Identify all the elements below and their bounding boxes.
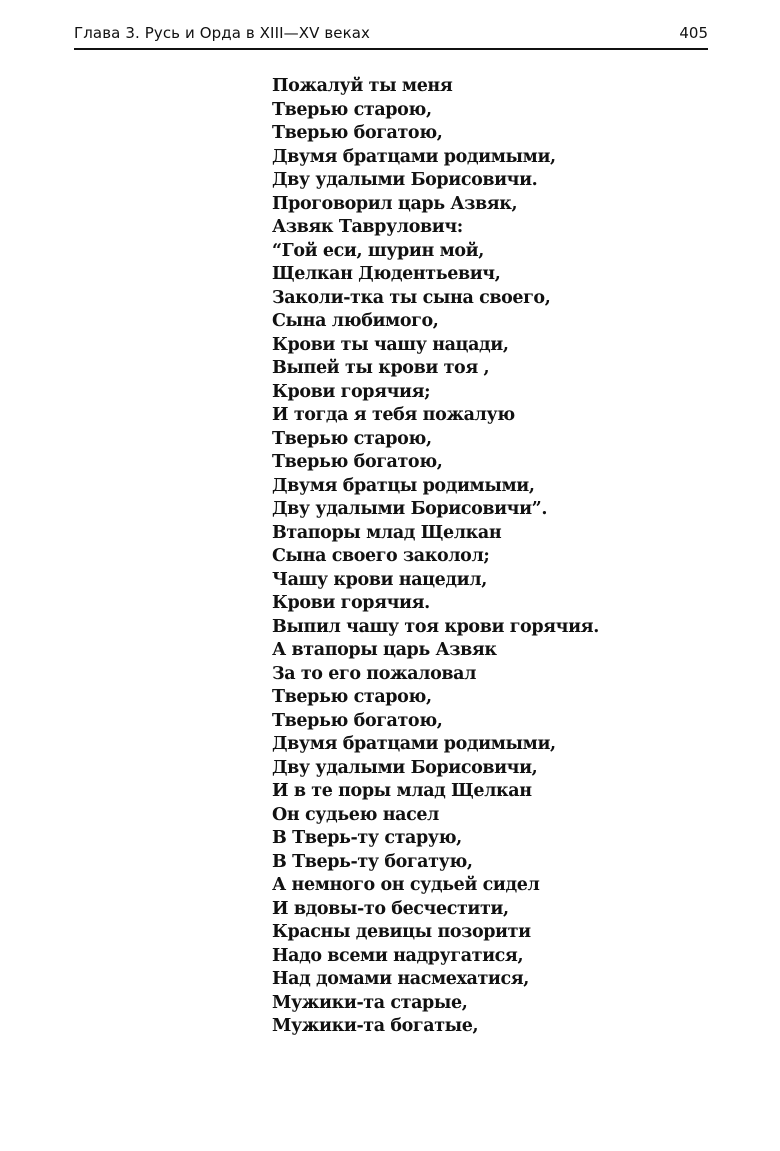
verse-line: В Тверь-ту богатую, bbox=[272, 851, 473, 872]
verse-line: “Гой еси, шурин мой, bbox=[272, 240, 484, 261]
page-number: 405 bbox=[679, 24, 708, 42]
running-head bbox=[74, 22, 708, 50]
verse-line: Дву удалыми Борисовичи, bbox=[272, 757, 538, 778]
verse-line: Пожалуй ты меня bbox=[272, 76, 453, 96]
verse-line: В Тверь-ту старую, bbox=[272, 828, 462, 848]
verse-line: Мужики-та богатые, bbox=[272, 1016, 479, 1036]
verse-line: Красны девицы позорити bbox=[272, 922, 531, 942]
verse-line: Чашу крови нацедил, bbox=[272, 569, 487, 590]
verse-line: Сына любимого, bbox=[272, 311, 439, 331]
verse-line: А немного он судьей сидел bbox=[272, 875, 540, 895]
verse-line: Крови горячия. bbox=[272, 593, 430, 613]
verse-line: Тверью богатою, bbox=[272, 123, 443, 143]
verse-line: Тверью богатою, bbox=[272, 710, 443, 731]
verse-line: Крови ты чашу нацади, bbox=[272, 334, 509, 355]
verse-line: За то его пожаловал bbox=[272, 663, 477, 684]
chapter-title: Глава 3. Русь и Орда в XIII—XV веках bbox=[74, 24, 371, 42]
verse-line: Дву удалыми Борисовичи”. bbox=[272, 499, 548, 519]
verse-line: Над домами насмехатися, bbox=[272, 969, 529, 989]
verse-line: Тверью старою, bbox=[272, 428, 432, 449]
verse-line: А втапоры царь Азвяк bbox=[272, 640, 497, 660]
verse-line: Крови горячия; bbox=[272, 381, 431, 402]
verse-line: Дву удалыми Борисовичи. bbox=[272, 170, 538, 190]
verse-line: И в те поры млад Щелкан bbox=[272, 781, 532, 801]
verse-line: Заколи-тка ты сына своего, bbox=[272, 287, 551, 308]
verse-line: Тверью старою, bbox=[272, 687, 432, 707]
verse-text bbox=[272, 75, 692, 1039]
verse-line: Мужики-та старые, bbox=[272, 992, 468, 1013]
verse-line: Тверью богатою, bbox=[272, 452, 443, 472]
verse-line: И тогда я тебя пожалую bbox=[272, 405, 515, 425]
verse-line: Выпил чашу тоя крови горячия. bbox=[272, 616, 599, 637]
verse-line: Тверью старою, bbox=[272, 99, 432, 120]
verse-line: Двумя братцами родимыми, bbox=[272, 146, 556, 167]
verse-line: Азвяк Таврулович: bbox=[272, 217, 463, 237]
verse-line: Двумя братцами родимыми, bbox=[272, 734, 556, 754]
verse-line: Проговорил царь Азвяк, bbox=[272, 193, 518, 214]
verse-line: И вдовы-то бесчестити, bbox=[272, 898, 509, 919]
verse-line: Втапоры млад Щелкан bbox=[272, 522, 502, 543]
verse-line: Выпей ты крови тоя , bbox=[272, 358, 490, 378]
verse-line: Щелкан Дюдентьевич, bbox=[272, 264, 501, 284]
verse-line: Сына своего заколол; bbox=[272, 546, 490, 566]
verse-line: Надо всеми надругатися, bbox=[272, 945, 524, 966]
verse-line: Он судьею насел bbox=[272, 804, 439, 825]
verse-line: Двумя братцы родимыми, bbox=[272, 475, 535, 496]
